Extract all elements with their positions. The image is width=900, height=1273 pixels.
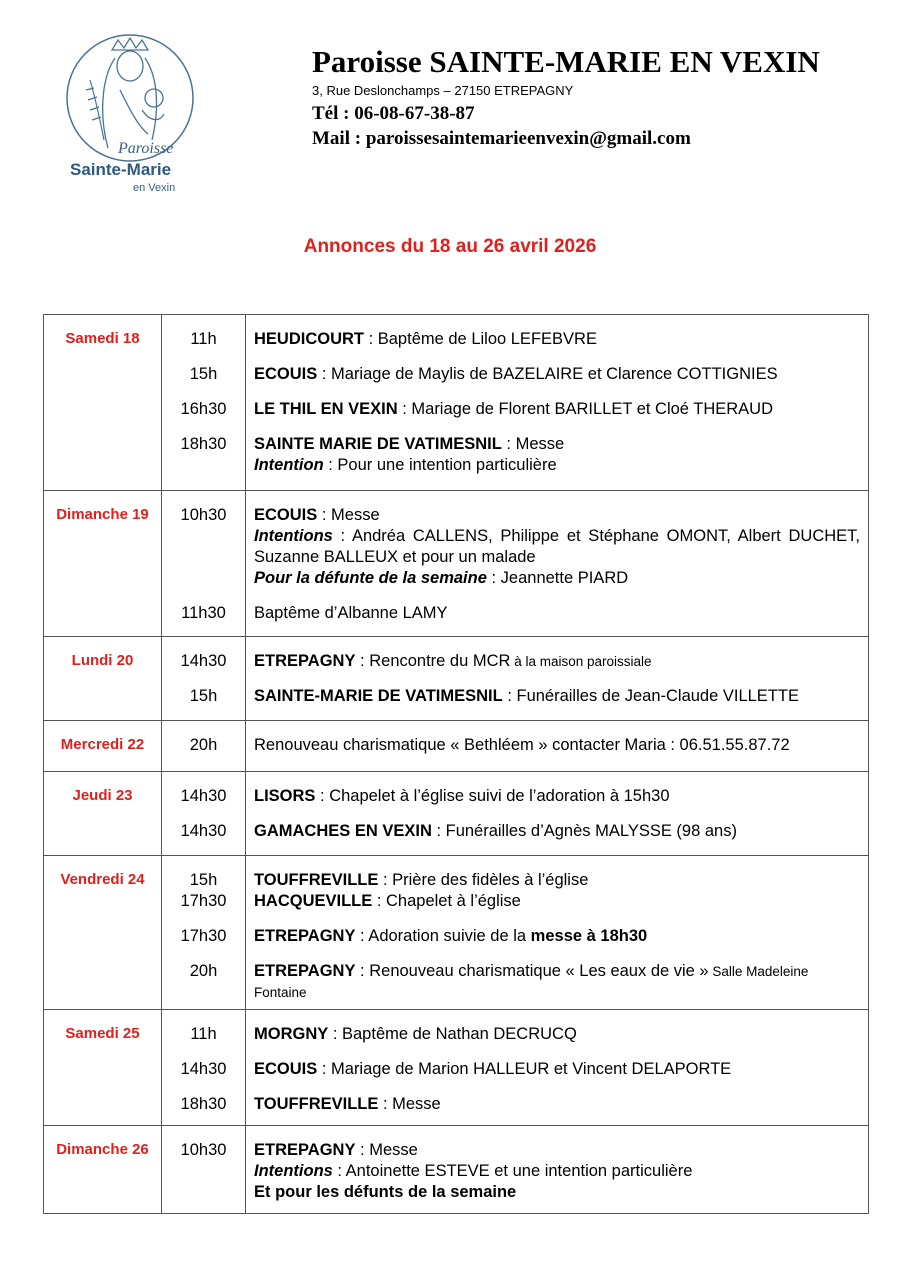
time-cell: 14h30 15h <box>162 637 246 721</box>
day-label: Lundi 20 <box>44 637 162 721</box>
day-label: Samedi 25 <box>44 1010 162 1126</box>
table-row <box>44 315 869 491</box>
logo-text-paroisse: Paroisse <box>118 140 174 157</box>
table-row <box>44 1010 869 1126</box>
logo-text-en-vexin: en Vexin <box>133 182 176 194</box>
parish-email: Mail : paroissesaintemarieenvexin@gmail.com <box>312 128 691 149</box>
day-label: Samedi 18 <box>44 315 162 491</box>
parish-address: 3, Rue Deslonchamps – 27150 ETREPAGNY <box>312 83 574 98</box>
time-cell: 20h <box>162 721 246 772</box>
time-cell: 14h30 14h30 <box>162 772 246 856</box>
day-label: Dimanche 26 <box>44 1126 162 1214</box>
events-cell: HEUDICOURT : Baptême de Liloo LEFEBVRE ECOUIS : Mariage de Maylis de BAZELAIRE et Clarence COTTIGNIES LE THIL EN VEXIN : Mariage de Florent BARILLET et Cloé THERAUD SAINTE MARIE DE VATIMESNIL : Messe Intention : Pour une intention particulière <box>246 315 869 491</box>
table-row <box>44 856 869 1010</box>
time-cell: 10h30 <box>162 1126 246 1214</box>
day-label: Vendredi 24 <box>44 856 162 1010</box>
parish-phone: Tél : 06-08-67-38-87 <box>312 103 475 124</box>
day-label: Mercredi 22 <box>44 721 162 772</box>
events-cell: TOUFFREVILLE : Prière des fidèles à l’église HACQUEVILLE : Chapelet à l’église ETREPAGNY : Adoration suivie de la messe à 18h30 ETREPAGNY : Renouveau charismatique « Les eaux de vie » Salle Madeleine Fontaine <box>246 856 869 1010</box>
events-cell: ETREPAGNY : Messe Intentions : Antoinette ESTEVE et une intention particulière Et pour les défunts de la semaine <box>246 1126 869 1214</box>
schedule-table <box>43 314 869 1214</box>
table-row <box>44 772 869 856</box>
announcement-heading: Annonces du 18 au 26 avril 2026 <box>303 236 597 257</box>
events-cell: LISORS : Chapelet à l’église suivi de l’adoration à 15h30 GAMACHES EN VEXIN : Funérailles d’Agnès MALYSSE (98 ans) <box>246 772 869 856</box>
day-label: Dimanche 19 <box>44 491 162 637</box>
time-cell: 11h 15h 16h30 18h30 <box>162 315 246 491</box>
events-cell: ECOUIS : Messe Intentions : Andréa CALLENS, Philippe et Stéphane OMONT, Albert DUCHET, Suzanne BALLEUX et pour un malade Pour la défunte de la semaine : Jeannette PIARD Baptême d’Albanne LAMY <box>246 491 869 637</box>
time-cell: 15h 17h30 17h30 20h <box>162 856 246 1010</box>
day-label: Jeudi 23 <box>44 772 162 856</box>
table-row <box>44 491 869 637</box>
events-cell: MORGNY : Baptême de Nathan DECRUCQ ECOUIS : Mariage de Marion HALLEUR et Vincent DELAPORTE TOUFFREVILLE : Messe <box>246 1010 869 1126</box>
events-cell: Renouveau charismatique « Bethléem » contacter Maria : 06.51.55.87.72 <box>246 721 869 772</box>
page-title: Paroisse SAINTE-MARIE EN VEXIN <box>312 44 820 79</box>
table-row <box>44 721 869 772</box>
table-row <box>44 637 869 721</box>
events-cell: ETREPAGNY : Rencontre du MCR à la maison paroissiale SAINTE-MARIE DE VATIMESNIL : Funérailles de Jean-Claude VILLETTE <box>246 637 869 721</box>
table-row <box>44 1126 869 1214</box>
time-cell: 10h30 11h30 <box>162 491 246 637</box>
time-cell: 11h 14h30 18h30 <box>162 1010 246 1126</box>
logo-text-sainte-marie: Sainte-Marie <box>70 160 172 179</box>
